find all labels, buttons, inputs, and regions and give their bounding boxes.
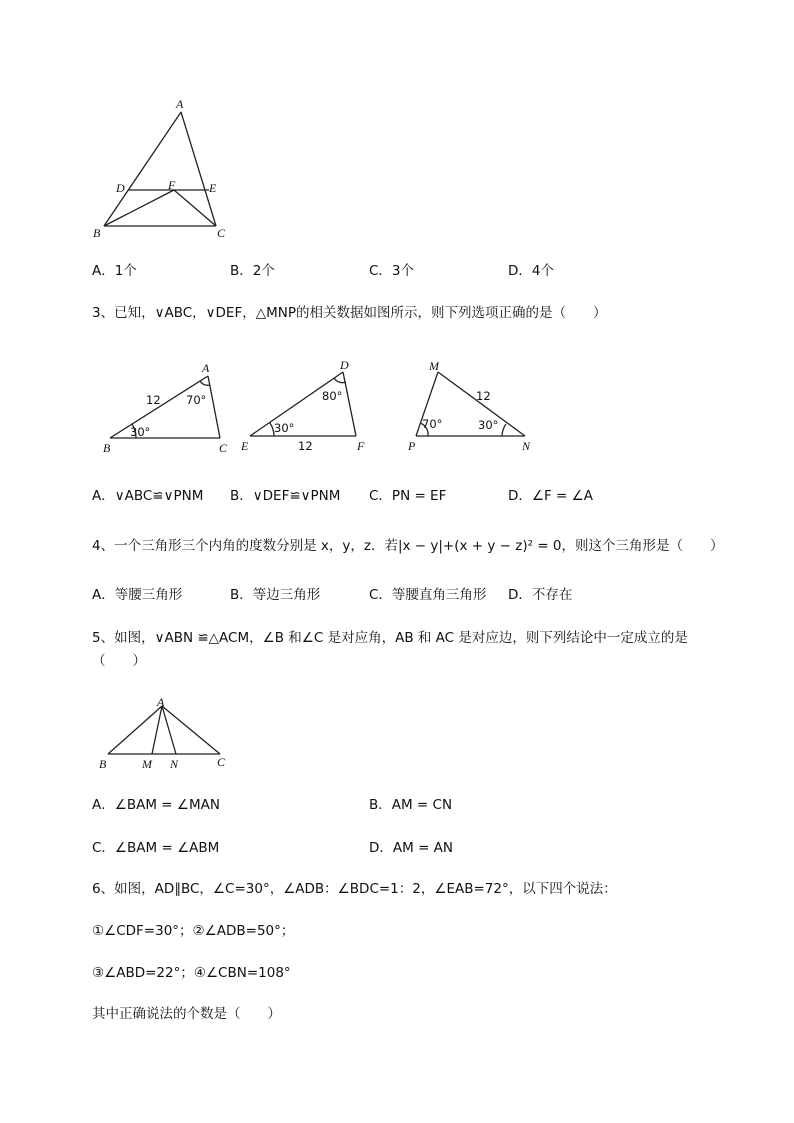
label-e: E [209, 181, 217, 195]
q2-option-a: A．1个 [92, 263, 137, 279]
label-c: C [219, 441, 228, 455]
q6-statements-line1: ①∠CDF=30°；②∠ADB=50°； [92, 923, 295, 939]
q5-option-d: D．AM = AN [369, 840, 454, 856]
label-d: D [116, 181, 125, 195]
q3-triangle-abc [100, 358, 240, 458]
q4-question: 4、一个三角形三个内角的度数分别是 x，y，z．若|x − y|+(x + y − z)² = 0，则这个三角形是（ ） [92, 538, 724, 554]
q2-option-d: D．4个 [508, 263, 554, 279]
q5-question-line2: （ ） [92, 653, 146, 669]
q5-triangle-figure [96, 696, 236, 772]
label-d: D [340, 358, 349, 372]
q3-triangle-mnp [400, 356, 550, 456]
q4-option-d: D．不存在 [508, 587, 573, 603]
q5-option-c: C．∠BAM = ∠ABM [92, 840, 220, 856]
q3-question: 3、已知，∨ABC，∨DEF，△MNP的相关数据如图所示，则下列选项正确的是（ ） [92, 305, 607, 321]
label-f: F [168, 178, 176, 192]
q3-option-d: D．∠F = ∠A [508, 488, 593, 504]
label-a: A [157, 696, 165, 709]
angle-p-label: 70° [422, 417, 443, 431]
q6-prompt: 其中正确说法的个数是（ ） [92, 1006, 281, 1022]
angle-b-label: 30° [130, 425, 151, 439]
q3-triangle-def [236, 356, 381, 456]
side-mn-label: 12 [476, 389, 491, 403]
label-b: B [99, 757, 107, 771]
label-c: C [217, 755, 226, 769]
label-b: B [103, 441, 111, 455]
label-n: N [170, 757, 179, 771]
q2-option-b: B．2个 [230, 263, 275, 279]
q4-option-b: B．等边三角形 [230, 587, 321, 603]
label-b: B [93, 226, 101, 240]
label-c: C [217, 226, 226, 240]
q3-option-b: B．∨DEF≌∨PNM [230, 488, 341, 504]
label-e: E [241, 439, 249, 453]
label-n: N [522, 439, 531, 453]
label-a: A [176, 97, 184, 111]
q6-statements-line2: ③∠ABD=22°；④∠CBN=108° [92, 965, 291, 981]
label-a: A [202, 361, 210, 375]
q4-option-c: C．等腰直角三角形 [369, 587, 487, 603]
label-m: M [429, 359, 439, 373]
q3-option-a: A．∨ABC≌∨PNM [92, 488, 204, 504]
q3-option-c: C．PN = EF [369, 488, 447, 504]
side-ef-label: 12 [298, 439, 313, 453]
q6-question: 6、如图，AD∥BC，∠C=30°，∠ADB：∠BDC=1：2，∠EAB=72°，以下四个说法： [92, 881, 617, 897]
q5-option-b: B．AM = CN [369, 797, 453, 813]
q5-option-a: A．∠BAM = ∠MAN [92, 797, 220, 813]
q2-option-c: C．3个 [369, 263, 415, 279]
q5-question-line1: 5、如图，∨ABN ≌△ACM，∠B 和∠C 是对应角，AB 和 AC 是对应边，则下列结论中一定成立的是 [92, 630, 688, 646]
label-f: F [357, 439, 365, 453]
side-ab-label: 12 [146, 393, 161, 407]
q2-triangle-figure [88, 96, 238, 244]
q4-option-a: A．等腰三角形 [92, 587, 183, 603]
angle-a-label: 70° [186, 393, 207, 407]
label-p: P [408, 439, 416, 453]
label-m: M [142, 757, 152, 771]
angle-d-label: 80° [322, 389, 343, 403]
angle-e-label: 30° [274, 421, 295, 435]
angle-n-label: 30° [478, 418, 499, 432]
